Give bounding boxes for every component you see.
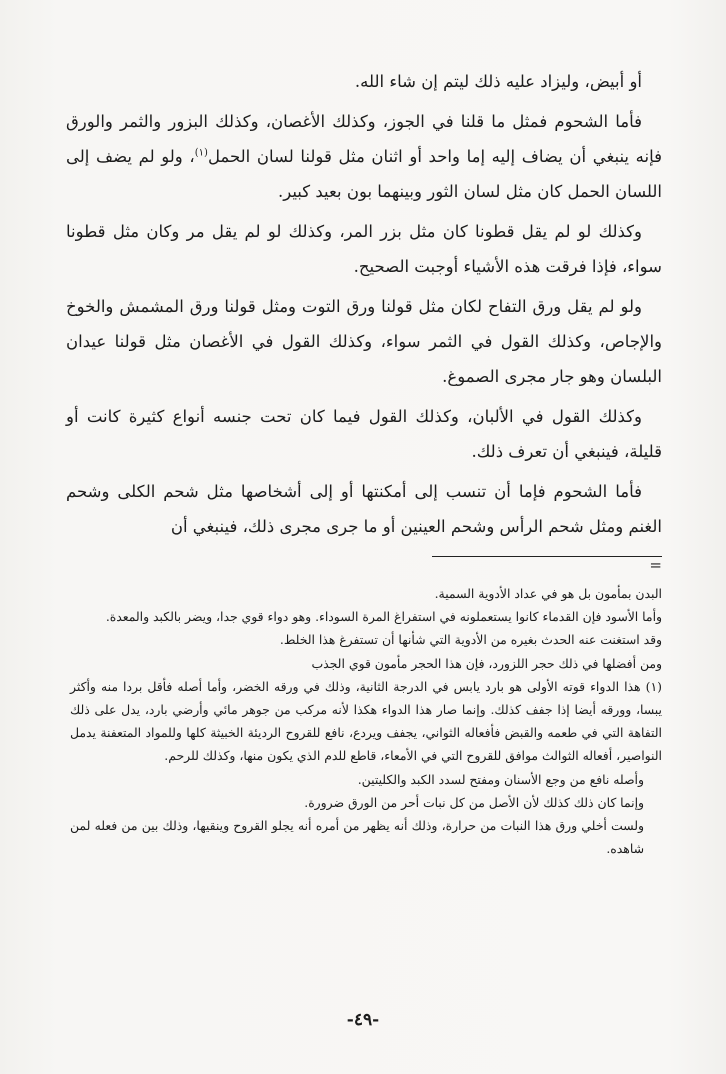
footnote-line-1: البدن بمأمون بل هو في عداد الأدوية السمية. [434,586,662,601]
page-number: -٤٩- [346,1010,380,1030]
footnote-divider [66,552,662,576]
footnote-line-7: وإنما كان ذلك كذلك لأن الأصل من كل نبات أحر من الورق ضرورة. [304,794,644,810]
footnote-1: (١) هذا الدواء قوته الأولى هو بارد يابس في الدرجة الثانية، وذلك في ورقه الخضر، وأما أصله فأقل بردا منه وأكثر يبسا، وورقه أيضا إذا جفف كذلك. وإنما صار هذا الدواء هكذا لأنه مركب من جوهر مائي وأرضي بارد، يدل على ذلك التفاهة التي في طعمه والقبض فأفعاله الثواني، يجفف ويردع، نافع للقروح الرديئة الخبيثة كلها وللمواد المتعفنة يدمل النواصير، أفعاله الثوالث موافق للقروح التي في الأمعاء، قاطع للدم الذي يكون منها، وكذلك للرحم. [70,678,662,764]
paragraph-4: ولو لم يقل ورق التفاح لكان مثل قولنا ورق التوت ومثل قولنا ورق المشمش والخوخ والإجاص، وكذلك القول في الثمر سواء، وكذلك القول في الأغصان مثل قولنا عيدان البلسان وهو جار مجرى الصموغ. [66,297,662,386]
paragraph-1: أو أبيض، وليزاد عليه ذلك ليتم إن شاء الله. [354,72,642,91]
footnote-line-6: وأصله نافع من وجع الأسنان ومفتح لسدد الكبد والكليتين. [357,771,644,787]
main-text-block [66,64,662,549]
footnote-line-4: ومن أفضلها في ذلك حجر اللزورد، فإن هذا الحجر مأمون قوي الجذب [311,655,662,671]
footnote-line-3: وقد استغنت عنه الحدث بغيره من الأدوية التي شأنها أن تستفرغ هذا الخلط. [279,632,662,648]
footnote-line-8: ولست أخلي ورق هذا النبات من حرارة، وذلك أنه يظهر من أمره أنه يجلو القروح وينقيها، وذلك بين من فعله لمن شاهده. [70,818,644,857]
paragraph-2: فأما الشحوم فمثل ما قلنا في الجوز، وكذلك الأغصان، وكذلك البزور والثمر والورق فإنه ينبغي أن يضاف إليه إما واحد أو اثنان مثل قولنا لسان الحمل$^{(١)}$، ولو لم يضف إلى اللسان الحمل كان مثل لسان الثور وبينهما بون بعيد كبير. [66,112,663,201]
footnote-line-2: وأما الأسود فإن القدماء كانوا يستعملونه في استفراغ المرة السوداء. وهو دواء قوي جدا، ويضر بالكبد والمعدة. [105,609,662,625]
paragraph-5: وكذلك القول في الألبان، وكذلك القول فيما كان تحت جنسه أنواع كثيرة كانت أو قليلة، فينبغي أن تعرف ذلك. [66,407,662,461]
footnotes-block [70,582,662,860]
paragraph-3: وكذلك لو لم يقل قطونا كان مثل بزر المر، وكذلك لو لم يقل مر وكان مثل قطونا سواء، فإذا فرقت هذه الأشياء أوجبت الصحيح. [66,222,662,276]
footnote-rule [432,556,662,557]
continuation-mark: = [649,556,662,574]
paragraph-6: فأما الشحوم فإما أن تنسب إلى أمكنتها أو إلى أشخاصها مثل شحم الكلى وشحم الغنم ومثل شحم الرأس وشحم العينين أو ما جرى مجرى ذلك، فينبغي أن [66,482,662,536]
footnote-ref-1: (١) [194,147,208,159]
